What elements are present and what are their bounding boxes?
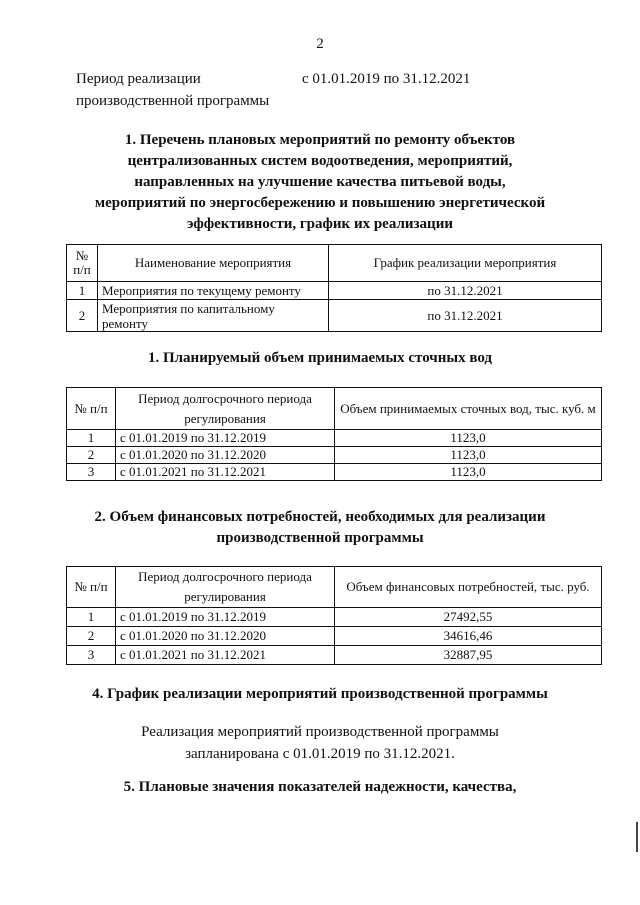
finance-table bbox=[66, 566, 602, 665]
section4-text-line2: запланирована с 01.01.2019 по 31.12.2021. bbox=[185, 746, 455, 762]
row-name: Мероприятия по капитальному ремонту bbox=[98, 300, 329, 332]
scan-edge-mark bbox=[636, 822, 638, 852]
section5-title: 5. Плановые значения показателей надежности, качества, bbox=[123, 779, 517, 795]
row-number: 3 bbox=[67, 464, 116, 481]
period-value: с 01.01.2019 по 31.12.2021 bbox=[302, 71, 471, 87]
row-finance: 27492,55 bbox=[335, 608, 602, 627]
section4-text-line1: Реализация мероприятий производственной программы bbox=[141, 724, 499, 740]
header-number: № п/п bbox=[67, 567, 116, 608]
row-period: с 01.01.2019 по 31.12.2019 bbox=[116, 430, 335, 447]
row-period: с 01.01.2020 по 31.12.2020 bbox=[116, 627, 335, 646]
header-period: Период долгосрочного периода регулирования bbox=[116, 567, 335, 608]
header-period: Период долгосрочного периода регулирования bbox=[116, 388, 335, 430]
measures-table bbox=[66, 244, 602, 332]
table-row bbox=[67, 430, 602, 447]
table-row bbox=[67, 447, 602, 464]
row-period: с 01.01.2020 по 31.12.2020 bbox=[116, 447, 335, 464]
table-row bbox=[67, 300, 602, 332]
table-header-row bbox=[67, 567, 602, 608]
row-number: 2 bbox=[67, 627, 116, 646]
section1-title-line: эффективности, график их реализации bbox=[187, 216, 453, 232]
period-label bbox=[76, 68, 269, 112]
finance-title bbox=[60, 507, 580, 549]
header-schedule: График реализации мероприятия bbox=[329, 245, 602, 282]
row-schedule: по 31.12.2021 bbox=[329, 300, 602, 332]
section1-title-line: централизованных систем водоотведения, мероприятий, bbox=[127, 153, 513, 169]
header-volume: Объем принимаемых сточных вод, тыс. куб. м bbox=[335, 388, 602, 430]
table-row bbox=[67, 608, 602, 627]
header-name: Наименование мероприятия bbox=[98, 245, 329, 282]
header-number: № п/п bbox=[67, 245, 98, 282]
section4-title: 4. График реализации мероприятий производственной программы bbox=[92, 686, 548, 702]
row-volume: 1123,0 bbox=[335, 430, 602, 447]
header-finance: Объем финансовых потребностей, тыс. руб. bbox=[335, 567, 602, 608]
row-number: 2 bbox=[67, 447, 116, 464]
table-row bbox=[67, 646, 602, 665]
section1-title-line: направленных на улучшение качества питьевой воды, bbox=[134, 174, 506, 190]
page-number: 2 bbox=[316, 36, 324, 52]
table-row bbox=[67, 282, 602, 300]
table-header-row bbox=[67, 388, 602, 430]
table-row bbox=[67, 627, 602, 646]
row-name: Мероприятия по текущему ремонту bbox=[98, 282, 329, 300]
finance-title-line: производственной программы bbox=[216, 530, 424, 546]
volume-table bbox=[66, 387, 602, 481]
section4-text bbox=[60, 721, 580, 765]
section1-title-line: 1. Перечень плановых мероприятий по ремонту объектов bbox=[124, 132, 516, 148]
period-label-line2: производственной программы bbox=[76, 93, 270, 109]
row-volume: 1123,0 bbox=[335, 464, 602, 481]
period-label-line1: Период реализации bbox=[76, 71, 201, 87]
row-number: 1 bbox=[67, 608, 116, 627]
row-number: 1 bbox=[67, 430, 116, 447]
row-finance: 32887,95 bbox=[335, 646, 602, 665]
row-number: 1 bbox=[67, 282, 98, 300]
table-row bbox=[67, 464, 602, 481]
row-number: 3 bbox=[67, 646, 116, 665]
table-header-row bbox=[67, 245, 602, 282]
row-schedule: по 31.12.2021 bbox=[329, 282, 602, 300]
row-period: с 01.01.2021 по 31.12.2021 bbox=[116, 646, 335, 665]
row-finance: 34616,46 bbox=[335, 627, 602, 646]
volume-title: 1. Планируемый объем принимаемых сточных вод bbox=[147, 350, 493, 366]
row-period: с 01.01.2019 по 31.12.2019 bbox=[116, 608, 335, 627]
section1-title bbox=[60, 130, 580, 235]
row-number: 2 bbox=[67, 300, 98, 332]
section1-title-line: мероприятий по энергосбережению и повышению энергетической bbox=[94, 195, 546, 211]
finance-title-line: 2. Объем финансовых потребностей, необходимых для реализации bbox=[94, 509, 546, 525]
header-number: № п/п bbox=[67, 388, 116, 430]
row-volume: 1123,0 bbox=[335, 447, 602, 464]
row-period: с 01.01.2021 по 31.12.2021 bbox=[116, 464, 335, 481]
